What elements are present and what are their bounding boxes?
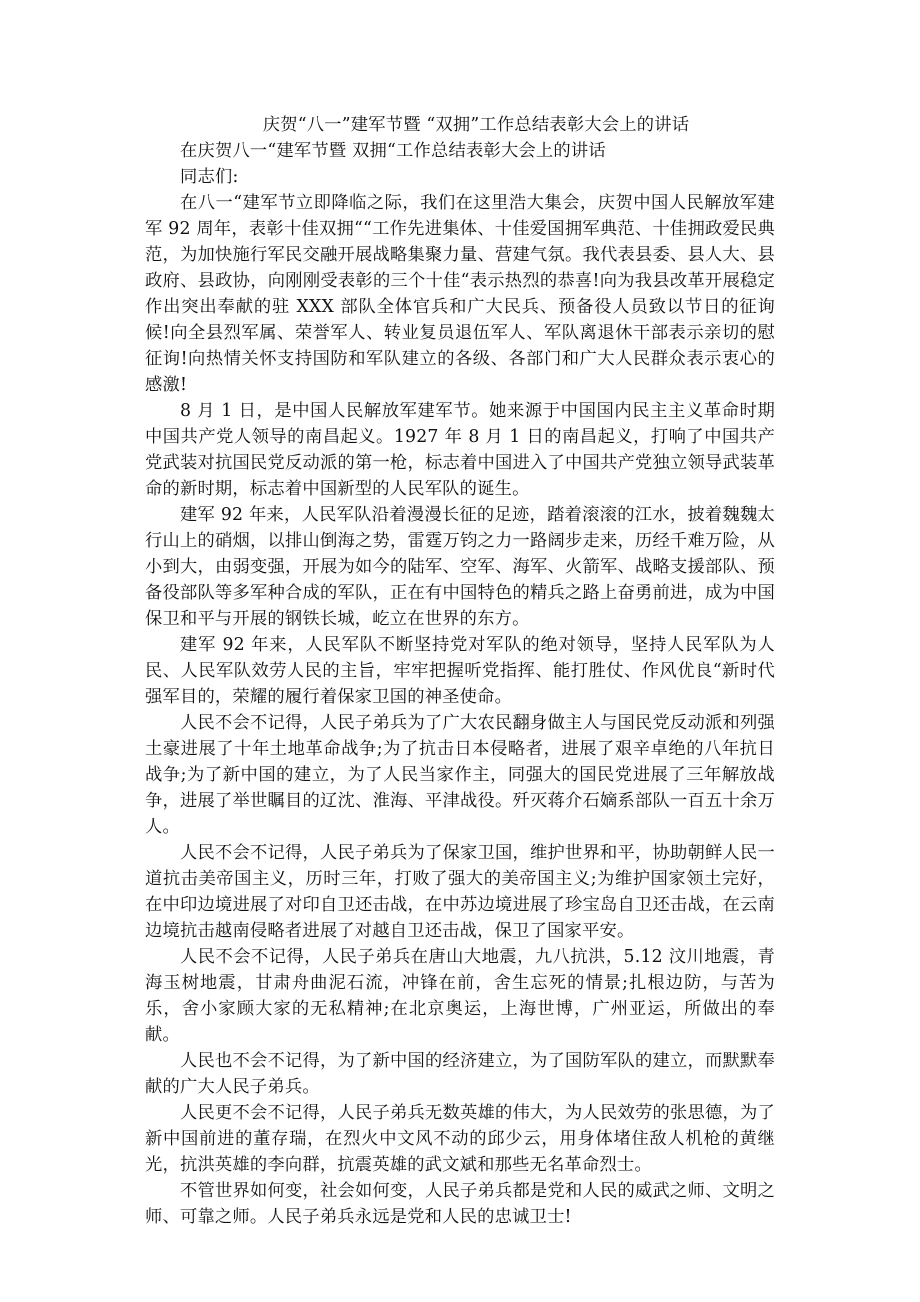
document-body bbox=[145, 112, 775, 1230]
paragraph-4: 建军 92 年来，人民军队不断坚持党对军队的绝对领导，坚持人民军队为人民、人民军队效劳人民的主旨，牢牢把握听党指挥、能打胜仗、作风优良“新时代强军目的，荣耀的履行着保家卫国的神圣使命。 bbox=[145, 635, 775, 707]
document-subtitle: 在庆贺八一“建军节暨 双拥“工作总结表彰大会上的讲话 bbox=[180, 141, 606, 161]
paragraph-8: 人民也不会不记得，为了新中国的经济建立，为了国防军队的建立，而默默奉献的广大人民子弟兵。 bbox=[145, 1051, 775, 1097]
salutation: 同志们: bbox=[180, 167, 239, 187]
document-title: 庆贺“八一”建军节暨 “双拥”工作总结表彰大会上的讲话 bbox=[262, 115, 690, 135]
paragraph-7: 人民不会不记得，人民子弟兵在唐山大地震，九八抗洪，5.12 汶川地震，青海玉树地震，甘肃舟曲泥石流，冲锋在前，舍生忘死的情景;扎根边防，与苦为乐，舍小家顾大家的无私精神;在北京奥运，上海世博，广州亚运，所做出的奉献。 bbox=[145, 947, 775, 1045]
paragraph-6: 人民不会不记得，人民子弟兵为了保家卫国，维护世界和平，协助朝鲜人民一道抗击美帝国主义，历时三年，打败了强大的美帝国主义;为维护国家领土完好，在中印边境进展了对印自卫还击战，在中苏边境进展了珍宝岛自卫还击战，在云南边境抗击越南侵略者进展了对越自卫还击战，保卫了国家平安。 bbox=[145, 843, 775, 941]
paragraph-2: 8 月 1 日，是中国人民解放军建军节。她来源于中国国内民主主义革命时期中国共产党人领导的南昌起义。1927 年 8 月 1 日的南昌起义，打响了中国共产党武装对抗国民党反动派的第一枪，标志着中国进入了中国共产党独立领导武装革命的新时期，标志着中国新型的人民军队的诞生。 bbox=[145, 401, 775, 499]
paragraph-1: 在八一“建军节立即降临之际，我们在这里浩大集会，庆贺中国人民解放军建军 92 周年，表彰十佳双拥““工作先进集体、十佳爱国拥军典范、十佳拥政爱民典范，为加快施行军民交融开展战略集聚力量、营建气氛。我代表县委、县人大、县政府、县政协，向刚刚受表彰的三个十佳“表示热烈的恭喜!向为我县改革开展稳定作出突出奉献的驻 XXX 部队全体官兵和广大民兵、预备役人员致以节日的征询候!向全县烈军属、荣誉军人、转业复员退伍军人、军队离退休干部表示亲切的慰征询!向热情关怀支持国防和军队建立的各级、各部门和广大人民群众表示衷心的感激! bbox=[145, 193, 775, 395]
paragraph-3: 建军 92 年来，人民军队沿着漫漫长征的足迹，踏着滚滚的江水，披着魏魏太行山上的硝烟，以排山倒海之势，雷霆万钧之力一路阔步走来，历经千难万险，从小到大，由弱变强，开展为如今的陆军、空军、海军、火箭军、战略支援部队、预备役部队等多军种合成的军队，正在有中国特色的精兵之路上奋勇前进，成为中国保卫和平与开展的钢铁长城，屹立在世界的东方。 bbox=[145, 505, 775, 629]
paragraph-9: 人民更不会不记得，人民子弟兵无数英雄的伟大，为人民效劳的张思德，为了新中国前进的董存瑞，在烈火中文风不动的邱少云，用身体堵住敌人机枪的黄继光，抗洪英雄的李向群，抗震英雄的武文斌和那些无名革命烈士。 bbox=[145, 1103, 775, 1175]
paragraph-10: 不管世界如何变，社会如何变，人民子弟兵都是党和人民的威武之师、文明之师、可靠之师。人民子弟兵永远是党和人民的忠诚卫士! bbox=[145, 1181, 775, 1227]
paragraph-5: 人民不会不记得，人民子弟兵为了广大农民翻身做主人与国民党反动派和列强土豪进展了十年土地革命战争;为了抗击日本侵略者，进展了艰辛卓绝的八年抗日战争;为了新中国的建立，为了人民当家作主，同强大的国民党进展了三年解放战争，进展了举世瞩目的辽沈、淮海、平津战役。歼灭蒋介石嫡系部队一百五十余万人。 bbox=[145, 713, 775, 837]
